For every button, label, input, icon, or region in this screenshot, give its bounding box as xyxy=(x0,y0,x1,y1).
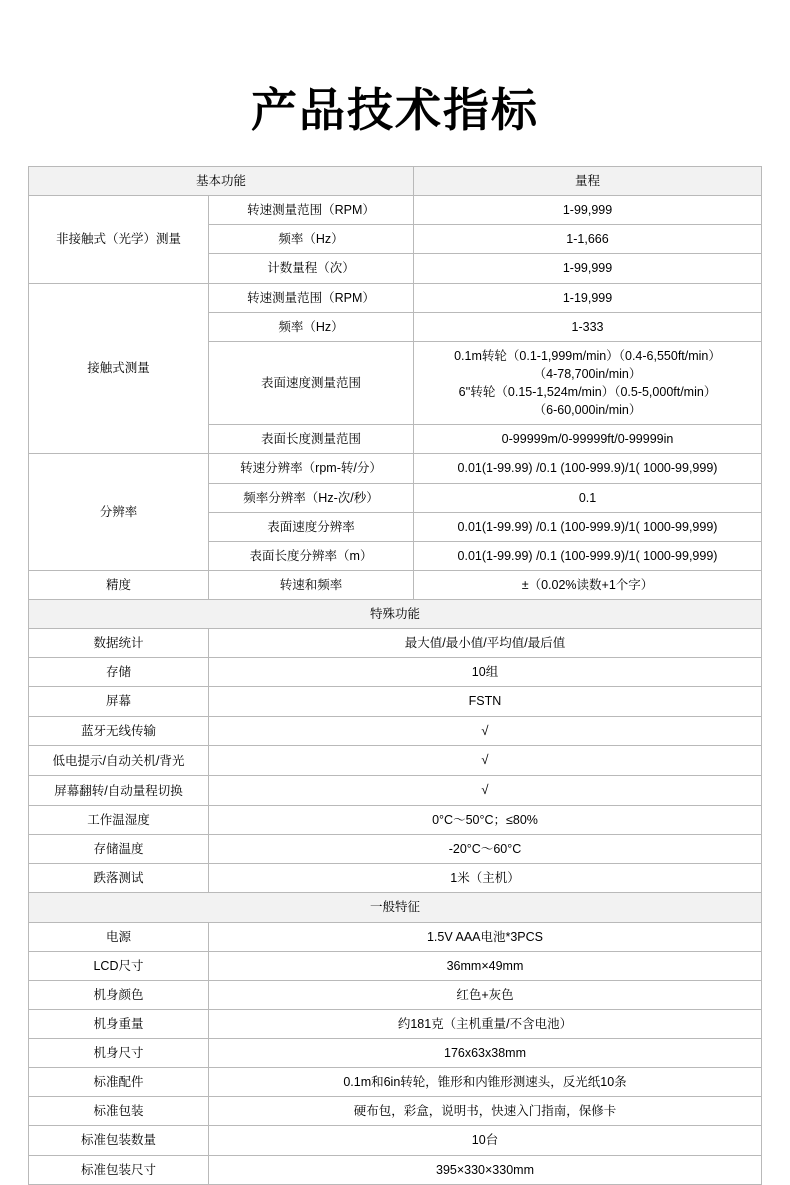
table-row xyxy=(29,1009,762,1038)
table-row xyxy=(29,454,762,483)
table-row xyxy=(29,951,762,980)
row-value-checkmark: √ xyxy=(209,776,762,806)
table-row xyxy=(29,1068,762,1097)
table-row xyxy=(29,746,762,776)
row-label: 频率（Hz） xyxy=(209,225,414,254)
row-value: 10组 xyxy=(209,658,762,687)
row-value: 0.01(1-99.99) /0.1 (100-999.9)/1( 1000-99,999) xyxy=(414,512,762,541)
row-label: 计数量程（次） xyxy=(209,254,414,283)
row-label: 转速测量范围（RPM） xyxy=(209,283,414,312)
table-header-row xyxy=(29,167,762,196)
row-label: 标准配件 xyxy=(29,1068,209,1097)
row-value-checkmark: √ xyxy=(209,746,762,776)
table-row xyxy=(29,1126,762,1155)
row-label: 屏幕翻转/自动量程切换 xyxy=(29,776,209,806)
row-label: 转速分辨率（rpm-转/分） xyxy=(209,454,414,483)
group-label-accuracy: 精度 xyxy=(29,570,209,599)
row-label: 转速测量范围（RPM） xyxy=(209,196,414,225)
header-basic-function: 基本功能 xyxy=(29,167,414,196)
row-value: 1.5V AAA电池*3PCS xyxy=(209,922,762,951)
row-label: 低电提示/自动关机/背光 xyxy=(29,746,209,776)
value-line: （6-60,000in/min） xyxy=(533,403,642,418)
row-value-checkmark: √ xyxy=(209,716,762,746)
table-row xyxy=(29,716,762,746)
row-label: 表面长度测量范围 xyxy=(209,425,414,454)
row-label: 电源 xyxy=(29,922,209,951)
table-row xyxy=(29,1039,762,1068)
value-line: 6''转轮（0.15-1,524m/min）（0.5-5,000ft/min） xyxy=(458,385,717,399)
row-label: 表面长度分辨率（m） xyxy=(209,541,414,570)
table-row xyxy=(29,570,762,599)
row-value: 0.1 xyxy=(414,483,762,512)
table-row xyxy=(29,658,762,687)
row-value: 0.1m和6in转轮，锥形和内锥形测速头，反光纸10条 xyxy=(209,1068,762,1097)
row-label: 屏幕 xyxy=(29,687,209,716)
table-row xyxy=(29,687,762,716)
row-value-surface-speed xyxy=(414,341,762,425)
row-label: 频率（Hz） xyxy=(209,312,414,341)
group-label-noncontact: 非接触式（光学）测量 xyxy=(29,196,209,283)
row-value: 395×330×330mm xyxy=(209,1155,762,1184)
spec-table-container xyxy=(0,166,790,1185)
row-value: 0°C～50°C；≤80% xyxy=(209,806,762,835)
row-value: 1-99,999 xyxy=(414,254,762,283)
row-value: 1-19,999 xyxy=(414,283,762,312)
row-value: 红色+灰色 xyxy=(209,980,762,1009)
row-label: 机身颜色 xyxy=(29,980,209,1009)
table-row xyxy=(29,196,762,225)
row-label: 标准包装尺寸 xyxy=(29,1155,209,1184)
table-row xyxy=(29,776,762,806)
row-label: 跌落测试 xyxy=(29,864,209,893)
table-row xyxy=(29,835,762,864)
group-label-contact: 接触式测量 xyxy=(29,283,209,454)
row-value: 最大值/最小值/平均值/最后值 xyxy=(209,629,762,658)
row-value: 0.01(1-99.99) /0.1 (100-999.9)/1( 1000-99,999) xyxy=(414,454,762,483)
table-row xyxy=(29,864,762,893)
table-row xyxy=(29,922,762,951)
row-label: 表面速度分辨率 xyxy=(209,512,414,541)
header-range: 量程 xyxy=(414,167,762,196)
row-label: 表面速度测量范围 xyxy=(209,341,414,425)
table-row xyxy=(29,283,762,312)
row-label: 存储 xyxy=(29,658,209,687)
row-label: 标准包装数量 xyxy=(29,1126,209,1155)
row-value: 36mm×49mm xyxy=(209,951,762,980)
table-row xyxy=(29,806,762,835)
row-label: 工作温湿度 xyxy=(29,806,209,835)
table-row xyxy=(29,1155,762,1184)
page-title: 产品技术指标 xyxy=(251,83,539,137)
row-label: 存储温度 xyxy=(29,835,209,864)
row-label: LCD尺寸 xyxy=(29,951,209,980)
row-value: 约181克（主机重量/不含电池） xyxy=(209,1009,762,1038)
row-label: 标准包装 xyxy=(29,1097,209,1126)
section-header-special xyxy=(29,600,762,629)
row-value: 1-99,999 xyxy=(414,196,762,225)
table-row xyxy=(29,629,762,658)
row-value: ±（0.02%读数+1个字） xyxy=(414,570,762,599)
row-value: 0-99999m/0-99999ft/0-99999in xyxy=(414,425,762,454)
row-value: 10台 xyxy=(209,1126,762,1155)
value-line: 0.1m转轮（0.1-1,999m/min）（0.4-6,550ft/min） xyxy=(454,348,721,363)
row-label: 数据统计 xyxy=(29,629,209,658)
row-label: 机身尺寸 xyxy=(29,1039,209,1068)
section-title: 一般特征 xyxy=(29,893,762,922)
table-row xyxy=(29,1097,762,1126)
spec-table xyxy=(28,166,762,1185)
row-label: 蓝牙无线传输 xyxy=(29,716,209,746)
row-value: 0.01(1-99.99) /0.1 (100-999.9)/1( 1000-99,999) xyxy=(414,541,762,570)
row-value: 176x63x38mm xyxy=(209,1039,762,1068)
row-label: 转速和频率 xyxy=(209,570,414,599)
row-value: 1-1,666 xyxy=(414,225,762,254)
section-header-general xyxy=(29,893,762,922)
row-value: FSTN xyxy=(209,687,762,716)
row-value: 硬布包，彩盒，说明书，快速入门指南，保修卡 xyxy=(209,1097,762,1126)
value-line: （4-78,700in/min） xyxy=(533,366,642,381)
row-value: -20°C～60°C xyxy=(209,835,762,864)
section-title: 特殊功能 xyxy=(29,600,762,629)
group-label-resolution: 分辨率 xyxy=(29,454,209,571)
row-label: 机身重量 xyxy=(29,1009,209,1038)
row-label: 频率分辨率（Hz-次/秒） xyxy=(209,483,414,512)
row-value: 1米（主机） xyxy=(209,864,762,893)
row-value: 1-333 xyxy=(414,312,762,341)
table-row xyxy=(29,980,762,1009)
